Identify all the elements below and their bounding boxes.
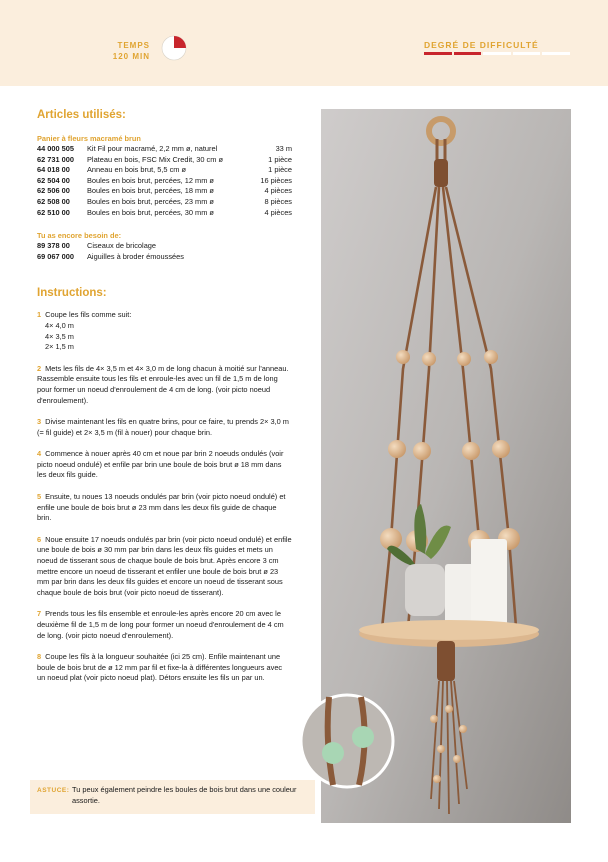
cut-item: 4× 3,5 m [45, 331, 74, 341]
difficulty-bar [483, 52, 511, 55]
tip-box [30, 780, 315, 814]
extra-number: 89 378 00 [37, 241, 70, 251]
step-6 [37, 535, 292, 599]
extra-row [37, 252, 292, 263]
article-number: 44 000 505 [37, 144, 74, 153]
article-quantity: 1 pièce [268, 154, 292, 164]
article-row [37, 186, 292, 197]
article-description: Boules en bois brut, percées, 18 mm ø [87, 186, 214, 196]
article-row [37, 208, 292, 219]
header-band [0, 0, 608, 86]
step-8 [37, 652, 292, 684]
article-quantity: 8 pièces [264, 196, 292, 206]
step-text: Noue ensuite 17 noeuds ondulés par brin (voir picto noeud ondulé) et enfile une boule de bois ø 30 mm par brin dans les deux fils guides et mets un noeud de tisserant sous de chaque boule de bois brut. Après encore 3 cm mettre encore un noeud de tisserant et enfiler une boule de bois brut ø 23 mm par brin dans les deux fils guides et encore un noeud de tisserant sous chaque boule de bois brut (voir picto noeud de tisserant). [37, 534, 292, 597]
time-value: 120 MIN [112, 52, 150, 61]
article-quantity: 16 pièces [260, 175, 292, 185]
step-number: 1 [37, 310, 42, 320]
step-text: Coupe les fils comme suit: [45, 310, 132, 320]
article-row [37, 155, 292, 166]
difficulty-bar [424, 52, 452, 55]
tip-text: Tu peux également peindre les boules de bois brut dans une couleur assortie. [72, 785, 297, 805]
step-2 [37, 364, 292, 406]
extra-description: Aiguilles à broder émoussées [87, 251, 184, 261]
article-quantity: 4 pièces [264, 186, 292, 196]
article-row [37, 165, 292, 176]
step-number: 4 [37, 449, 42, 459]
article-number: 62 508 00 [37, 196, 70, 206]
time-label: TEMPS [117, 41, 150, 50]
step-3 [37, 417, 292, 438]
articles-title: Articles utilisés: [37, 109, 126, 121]
step-number: 7 [37, 609, 42, 619]
article-quantity: 33 m [275, 144, 292, 153]
bead-detail-zoom [299, 693, 395, 789]
article-quantity: 4 pièces [264, 207, 292, 217]
article-row [37, 197, 292, 208]
step-text: Commence à nouer après 40 cm et noue par brin 2 noeuds ondulés (voir picto noeud ondulé) et enfile par brin une boule de bois brut ø 18 mm dans les deux fils guide. [37, 449, 284, 480]
article-number: 62 731 000 [37, 154, 74, 164]
steps-list [37, 364, 292, 684]
article-row [37, 176, 292, 187]
step-7 [37, 609, 292, 641]
step-text: Mets les fils de 4× 3,5 m et 4× 3,0 m de long chacun à moitié sur l'anneau. Rassemble ensuite tous les fils et enroule-les avec un fil de 1,5 m de long pour former un noeud d'enroulement de 4 cm de long. (voir picto noeud d'enroulement). [37, 363, 289, 405]
step-number: 2 [37, 363, 42, 373]
cuts-list [37, 321, 292, 353]
cut-item: 2× 1,5 m [45, 342, 74, 352]
extra-row [37, 241, 292, 252]
main-text-column [37, 108, 292, 684]
step-number: 6 [37, 534, 42, 544]
instructions-title: Instructions: [37, 287, 107, 300]
article-description: Boules en bois brut, percées, 12 mm ø [87, 175, 214, 185]
extra-list [37, 241, 292, 262]
article-number: 62 506 00 [37, 186, 70, 196]
article-description: Boules en bois brut, percées, 30 mm ø [87, 207, 214, 217]
article-quantity: 1 pièce [268, 165, 292, 175]
article-description: Anneau en bois brut, 5,5 cm ø [87, 165, 187, 175]
step-text: Ensuite, tu noues 13 noeuds ondulés par brin (voir picto noeud ondulé) et enfile une boule de bois brut ø 23 mm dans les deux fils guide de chaque brin. [37, 492, 286, 523]
step-1 [37, 310, 292, 352]
extra-title: Tu as encore besoin de: [37, 231, 122, 241]
article-description: Boules en bois brut, percées, 23 mm ø [87, 196, 214, 206]
difficulty-bar [513, 52, 541, 55]
article-number: 64 018 00 [37, 165, 70, 175]
timer-icon [161, 35, 187, 61]
difficulty-label: DEGRÉ DE DIFFICULTÉ [424, 40, 539, 50]
tip-label: ASTUCE: [37, 787, 70, 794]
article-number: 62 510 00 [37, 207, 70, 217]
extra-description: Ciseaux de bricolage [87, 241, 157, 251]
difficulty-bar [542, 52, 570, 55]
step-number: 3 [37, 417, 42, 427]
step-5 [37, 492, 292, 524]
article-description: Kit Fil pour macramé, 2,2 mm ø, naturel [87, 144, 218, 153]
article-description: Plateau en bois, FSC Mix Credit, 30 cm ø [87, 154, 223, 164]
cut-item: 4× 4,0 m [45, 320, 74, 330]
extra-number: 69 067 000 [37, 251, 74, 261]
step-4 [37, 449, 292, 481]
articles-list [37, 144, 292, 218]
articles-group-title: Panier à fleurs macramé brun [37, 134, 141, 143]
article-row [37, 144, 292, 155]
step-text: Coupe les fils à la longueur souhaitée (ici 25 cm). Enfile maintenant une boule de bois brut de ø 12 mm par fil et fixe-la à différentes longueurs avec un noeud plat (voir picto noeud plat). Détors ensuite les fils un par un. [37, 652, 283, 683]
step-text: Prends tous les fils ensemble et enroule-les après encore 20 cm avec le deuxième fil de 1,5 m de long pour former un noeud d'enroulement de 4 cm de long. (voir picto noeud d'enroulement). [37, 609, 284, 640]
article-number: 62 504 00 [37, 175, 70, 185]
difficulty-bar [454, 52, 482, 55]
difficulty-bars [424, 52, 570, 55]
step-number: 5 [37, 492, 42, 502]
step-text: Divise maintenant les fils en quatre brins, pour ce faire, tu prends 2× 3,0 m (= fil guide) et 2× 3,5 m (fil à nouer) pour chaque brin. [37, 417, 289, 437]
step-number: 8 [37, 652, 42, 662]
